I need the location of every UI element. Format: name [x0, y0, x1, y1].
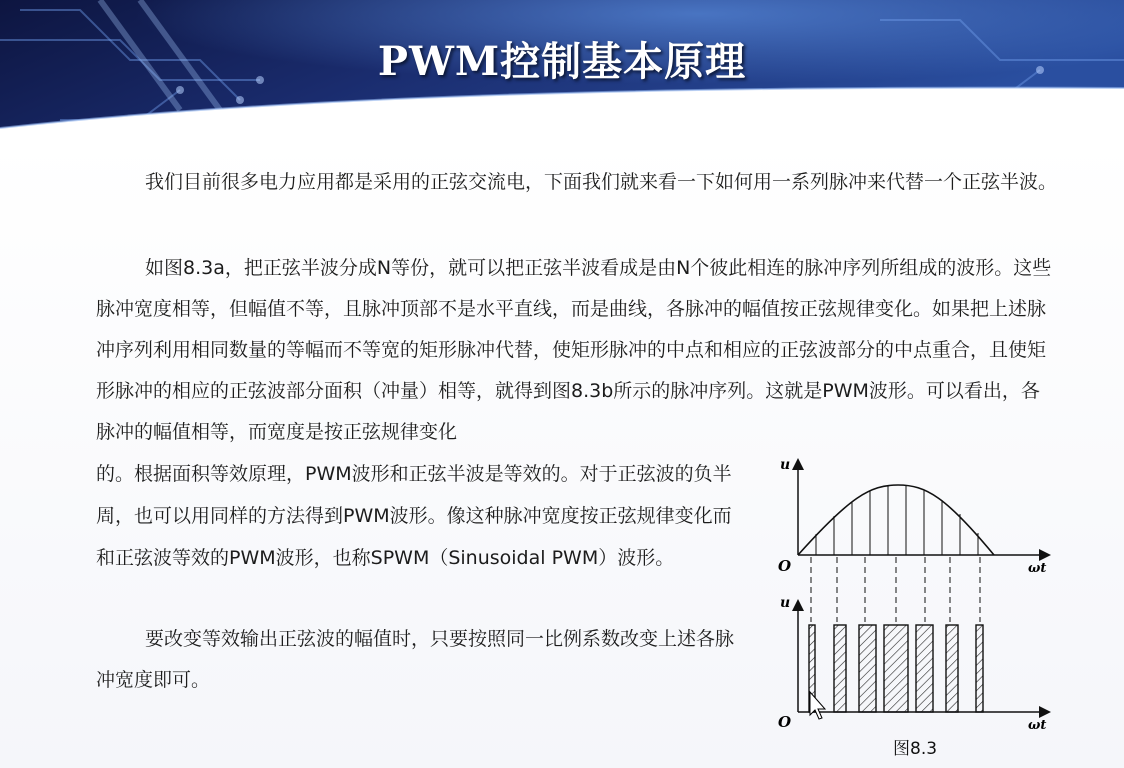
panel-a-x-label: ωt [1028, 561, 1047, 576]
pwm-figure [770, 447, 1060, 767]
closing-paragraph: 要改变等效输出正弦波的幅值时，只要按照同一比例系数改变上述各脉冲宽度即可。 [96, 628, 735, 691]
sine-slices [816, 486, 978, 555]
pwm-pulses [809, 625, 983, 712]
mouse-cursor-icon [810, 692, 825, 719]
slide-title: PWM控制基本原理 [377, 38, 747, 85]
panel-b-origin: O [778, 713, 792, 731]
panel-a-origin: O [778, 557, 792, 575]
pwm-pulse [834, 625, 846, 712]
pwm-pulse [859, 625, 876, 712]
intro-paragraph: 我们目前很多电力应用都是采用的正弦交流电，下面我们就来看一下如何用一系列脉冲来代替一个正弦半波。 [145, 171, 1058, 193]
panel-b-y-label: u [780, 595, 791, 611]
pwm-pulse [916, 625, 933, 712]
main-paragraph: 如图8.3a，把正弦半波分成N等份，就可以把正弦半波看成是由N个彼此相连的脉冲序列所组成的波形。这些脉冲宽度相等，但幅值不等，且脉冲顶部不是水平直线，而是曲线，各脉冲的幅值按正弦规律变化。如果把上述脉冲序列利用相同数量的等幅而不等宽的矩形脉冲代替，使矩形脉冲的中点和相应的正弦波部分的中点重合，且使矩形脉冲的相应的正弦波部分面积（冲量）相等，就得到图8.3b所示的脉冲序列。这就是PWM波形。可以看出，各脉冲的幅值相等，而宽度是按正弦规律变化 [96, 257, 1052, 443]
pwm-pulse [946, 625, 958, 712]
panel-a-y-label: u [780, 457, 791, 473]
sine-half-wave [798, 485, 994, 555]
dashed-guides [811, 557, 980, 622]
pwm-pulse [884, 625, 908, 712]
pwm-pulse [976, 625, 983, 712]
main-paragraph-continued: 的。根据面积等效原理，PWM波形和正弦半波是等效的。对于正弦波的负半周，也可以用同样的方法得到PWM波形。像这种脉冲宽度按正弦规律变化而和正弦波等效的PWM波形，也称SPWM（Sinusoidal PWM）波形。 [96, 463, 732, 569]
figure-caption: 图8.3 [893, 739, 938, 759]
panel-b-x-label: ωt [1028, 718, 1047, 733]
